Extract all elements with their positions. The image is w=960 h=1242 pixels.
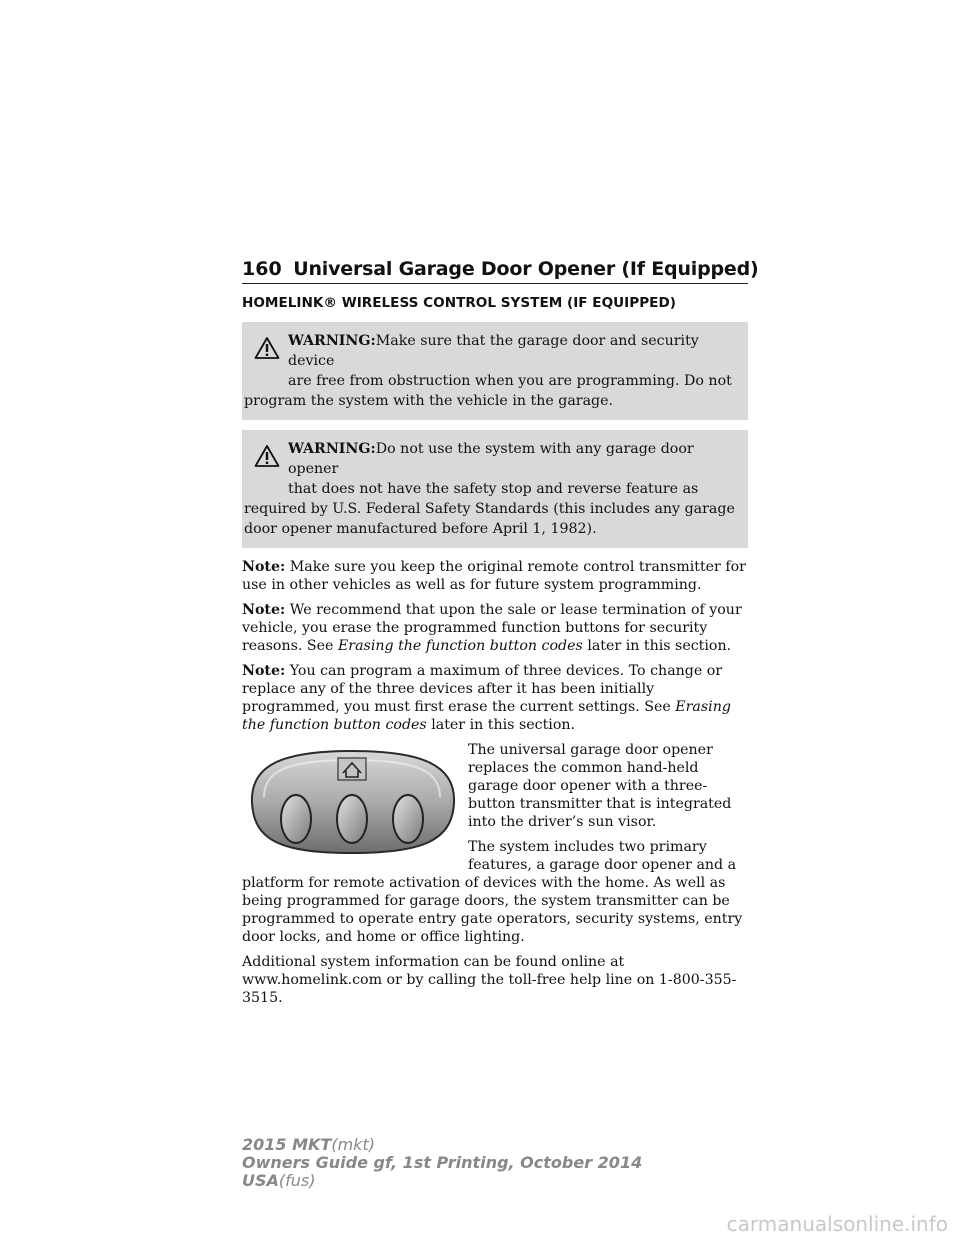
cross-reference: Erasing the function button codes: [242, 699, 731, 733]
watermark: carmanualsonline.info: [726, 1212, 948, 1236]
note-paragraph: [242, 558, 748, 594]
note-text: We recommend that upon the sale or lease termination of your vehicle, you erase the programmed function buttons for security reasons. See: [242, 602, 742, 654]
note-paragraph: [242, 601, 748, 655]
warning-text-line2: that does not have the safety stop and reverse feature as: [288, 481, 699, 497]
warning-text-rest: required by U.S. Federal Safety Standards (this includes any garage door opener manufactured before April 1, 1982).: [244, 501, 735, 537]
warning-box: [242, 430, 748, 548]
warning-label: WARNING:: [288, 333, 376, 349]
warning-box: [242, 322, 748, 420]
note-text: later in this section.: [587, 638, 732, 654]
cross-reference: Erasing the function button codes: [337, 638, 583, 654]
note-label: Note:: [242, 602, 286, 618]
homelink-button-2[interactable]: [337, 795, 367, 843]
footer-market: USA: [242, 1171, 279, 1190]
warning-text-line1: Make sure that the garage door and security device: [288, 333, 699, 369]
warning-first-lines: [242, 439, 740, 499]
note-paragraph: [242, 662, 748, 734]
footer-model-code: (mkt): [331, 1135, 375, 1154]
chapter-title: Universal Garage Door Opener (If Equipped): [293, 258, 759, 280]
page-number: 160: [242, 258, 282, 280]
warning-text-line2: are free from obstruction when you are programming. Do not: [288, 373, 732, 389]
section-title: HOMELINK® WIRELESS CONTROL SYSTEM (IF EQUIPPED): [242, 295, 676, 311]
footer-market-code: (fus): [278, 1171, 316, 1190]
homelink-button-1[interactable]: [281, 795, 311, 843]
homelink-button-3[interactable]: [393, 795, 423, 843]
note-label: Note:: [242, 559, 286, 575]
warning-triangle-icon: [254, 444, 280, 468]
note-text: You can program a maximum of three devices. To change or replace any of the three devices after it has been initially programmed, you must first erase the current settings. See: [242, 663, 723, 715]
warning-label: WARNING:: [288, 441, 376, 457]
warning-triangle-icon: [254, 336, 280, 360]
note-text: later in this section.: [431, 717, 576, 733]
body-paragraph: The system includes two primary features, a garage door opener and a platform for remote activation of devices with the home. As well as being programmed for garage doors, the system transmitter can be programmed to operate entry gate operators, security systems, entry door locks, and home or office lighting.: [242, 839, 743, 945]
footer-model: 2015 MKT: [242, 1135, 332, 1154]
body-paragraph: The universal garage door opener replaces the common hand-held garage door opener with a three-button transmitter that is integrated into the driver’s sun visor.: [468, 742, 732, 830]
figure-text-block: [242, 741, 748, 1007]
body-paragraph: Additional system information can be found online at www.homelink.com or by calling the toll-free help line on 1-800-355-3515.: [242, 954, 737, 1006]
page-content: [242, 294, 748, 1014]
warning-text-rest: program the system with the vehicle in the garage.: [244, 393, 614, 409]
note-text: Make sure you keep the original remote control transmitter for use in other vehicles as well as for future system programming.: [242, 559, 746, 593]
warning-first-lines: [242, 331, 740, 391]
homelink-house-icon: [338, 758, 366, 780]
warning-text-line1: Do not use the system with any garage door opener: [288, 441, 694, 477]
footer-edition: Owners Guide gf, 1st Printing, October 2014: [242, 1153, 643, 1172]
page-footer: [242, 1136, 642, 1190]
homelink-button-panel-figure: [242, 745, 462, 857]
note-label: Note:: [242, 663, 286, 679]
page-header: [242, 258, 759, 284]
